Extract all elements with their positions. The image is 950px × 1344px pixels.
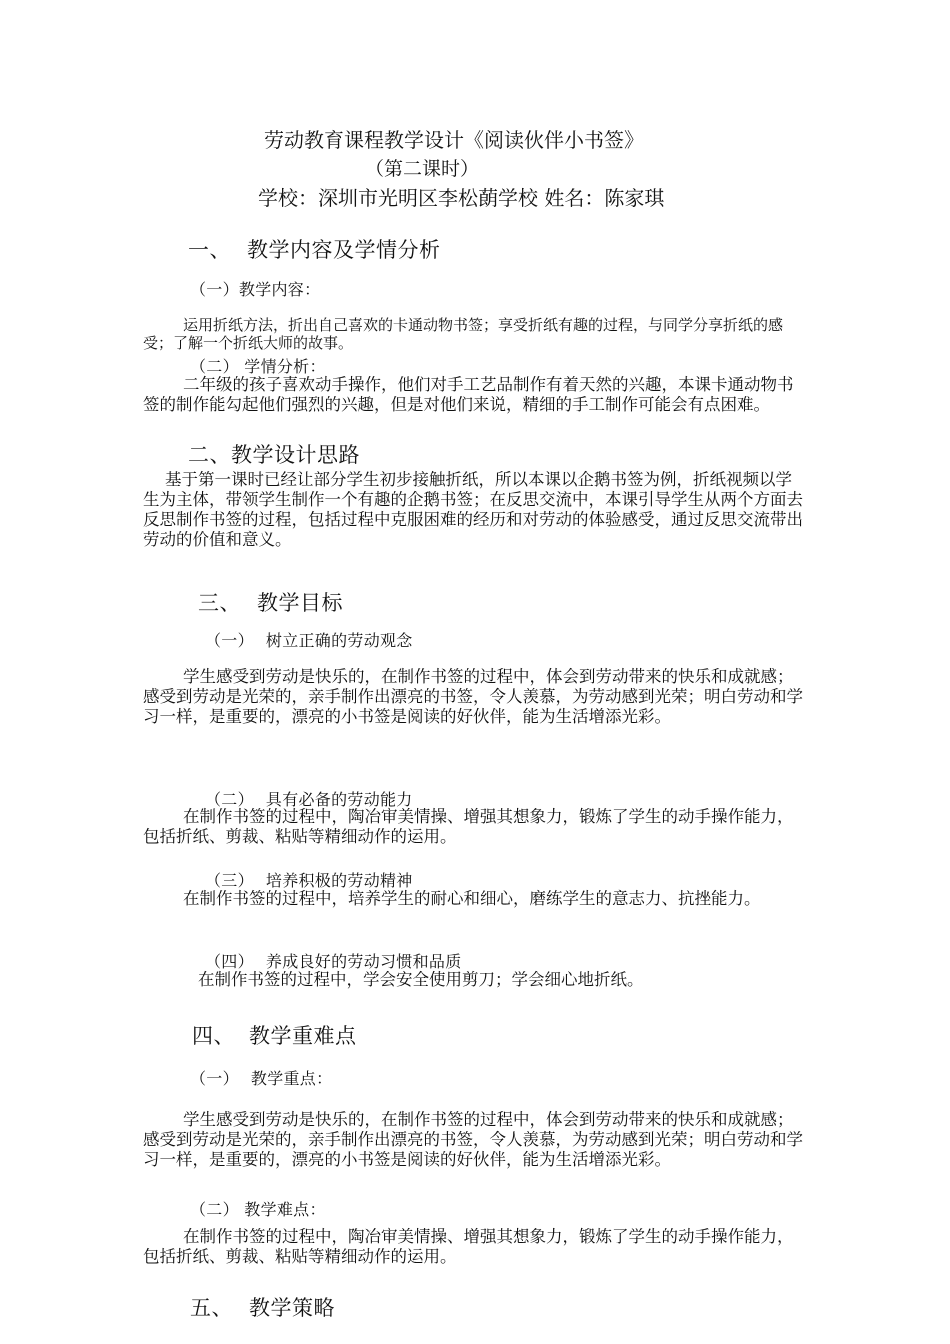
goal-4-para: 在制作书签的过程中，学会安全使用剪刀；学会细心地折纸。: [198, 970, 644, 989]
section-3-heading: [198, 587, 343, 617]
goal-1-heading: [205, 628, 413, 651]
section-1-para-1: 运用折纸方法，折出自己喜欢的卡通动物书签；享受折纸有趣的过程，与同学分享折纸的感受；了解一个折纸大师的故事。: [143, 316, 784, 352]
lesson-number: （第二课时）: [365, 158, 480, 180]
section-5-title: 教学策略: [249, 1296, 335, 1320]
section-3-number: 三、: [198, 591, 241, 615]
school-author-line: 学校：深圳市光明区李松蓢学校 姓名：陈家琪: [258, 186, 665, 210]
section-2-heading: 二、教学设计思路: [188, 443, 360, 467]
goal-1-para: 学生感受到劳动是快乐的，在制作书签的过程中，体会到劳动带来的快乐和成就感；感受到劳动是光荣的，亲手制作出漂亮的书签，令人羡慕，为劳动感到光荣；明白劳动和学习一样，是重要的，漂亮的小书签是阅读的好伙伴，能为生活增添光彩。: [143, 667, 803, 726]
goal-1-number: （一）: [205, 631, 254, 650]
document-title: 劳动教育课程教学设计《阅读伙伴小书签》: [264, 128, 644, 152]
goal-2-para: 在制作书签的过程中，陶冶审美情操、增强其想象力，锻炼了学生的动手操作能力，包括折纸、剪裁、粘贴等精细动作的运用。: [143, 807, 794, 846]
section-4-title: 教学重难点: [249, 1024, 357, 1048]
goal-4-title: 养成良好的劳动习惯和品质: [265, 952, 462, 971]
section-1-sub-2: （二） 学情分析：: [190, 357, 326, 376]
section-1-para-2: 二年级的孩子喜欢动手操作，他们对手工艺品制作有着天然的兴趣，本课卡通动物书签的制作能勾起他们强烈的兴趣，但是对他们来说，精细的手工制作可能会有点困难。: [143, 375, 794, 414]
section-1-heading: [188, 234, 441, 264]
section-5-number: 五、: [190, 1296, 233, 1320]
difficulty-para: 在制作书签的过程中，陶冶审美情操、增强其想象力，锻炼了学生的动手操作能力，包括折纸、剪裁、粘贴等精细动作的运用。: [143, 1227, 794, 1266]
goal-3-number: （三）: [205, 871, 254, 890]
section-1-number: 一、: [188, 238, 231, 262]
goal-2-number: （二）: [205, 790, 254, 809]
key-point-number: （一）: [190, 1069, 239, 1088]
goal-1-title: 树立正确的劳动观念: [265, 631, 413, 650]
section-5-heading: [190, 1292, 335, 1322]
goal-3-heading: [205, 868, 413, 891]
section-1-title: 教学内容及学情分析: [247, 238, 441, 262]
key-point-heading: [190, 1066, 332, 1089]
section-3-title: 教学目标: [257, 591, 343, 615]
section-4-heading: [192, 1020, 357, 1050]
section-4-number: 四、: [192, 1024, 235, 1048]
section-1-sub-1: （一）教学内容：: [190, 280, 321, 299]
goal-3-para: 在制作书签的过程中，培养学生的耐心和细心，磨练学生的意志力、抗挫能力。: [183, 889, 761, 908]
difficulty-heading: （二） 教学难点：: [190, 1200, 326, 1219]
section-2-para: 基于第一课时已经让部分学生初步接触折纸，所以本课以企鹅书签为例，折纸视频以学生为主体，带领学生制作一个有趣的企鹅书签；在反思交流中，本课引导学生从两个方面去反思制作书签的过程，包括过程中克服困难的经历和对劳动的体验感受，通过反思交流带出劳动的价值和意义。: [143, 470, 803, 549]
goal-2-title: 具有必备的劳动能力: [265, 790, 413, 809]
key-point-para: 学生感受到劳动是快乐的，在制作书签的过程中，体会到劳动带来的快乐和成就感；感受到劳动是光荣的，亲手制作出漂亮的书签，令人羡慕，为劳动感到光荣；明白劳动和学习一样，是重要的，漂亮的小书签是阅读的好伙伴，能为生活增添光彩。: [143, 1110, 803, 1169]
goal-4-heading: [205, 949, 462, 972]
goal-4-number: （四）: [205, 952, 254, 971]
goal-3-title: 培养积极的劳动精神: [265, 871, 413, 890]
key-point-title: 教学重点：: [250, 1069, 333, 1088]
